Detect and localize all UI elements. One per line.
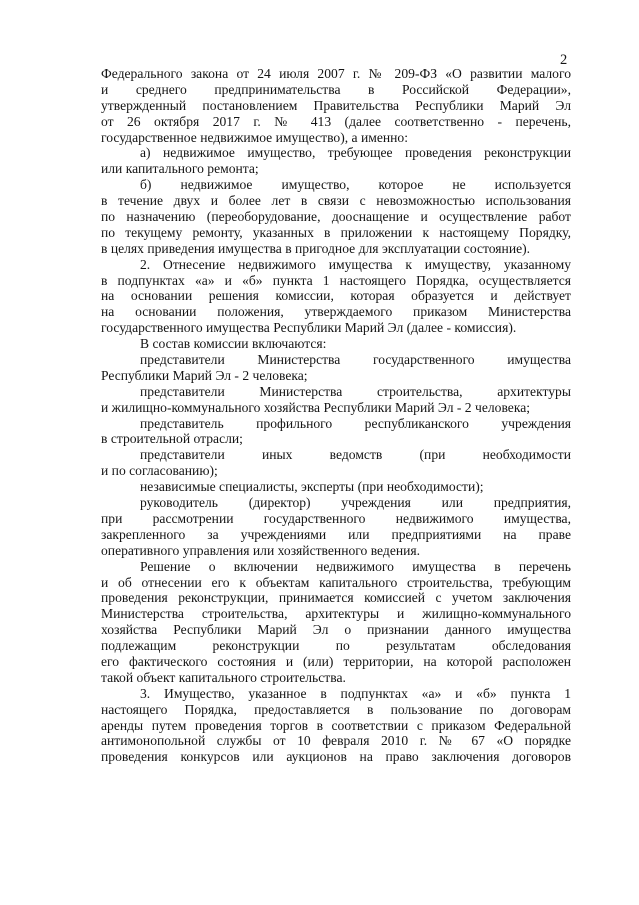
text-line: и об отнесении его к объектам капитального строительства, требующим [101, 574, 571, 590]
text-line: в строительной отрасли; [101, 431, 243, 447]
text-line: Министерства строительства, архитектуры и жилищно-коммунального [101, 606, 571, 622]
text-line: в целях приведения имущества в пригодное для эксплуатации состояние). [101, 240, 531, 256]
text-line: проведения конкурсов или аукционов на право заключения договоров [101, 749, 571, 765]
text-line: такой объект капитального строительства. [101, 669, 346, 685]
text-line: аренды путем проведения торгов в соответствии с приказом Федеральной [101, 717, 571, 733]
text-line: в подпунктах «а» и «б» пункта 1 настоящего Порядка, осуществляется [101, 272, 571, 288]
paragraph [101, 479, 571, 495]
text-line: представители иных ведомств (при необходимости [140, 447, 571, 463]
text-line: 2. Отнесение недвижимого имущества к имуществу, указанному [140, 256, 571, 272]
text-line: в течение двух и более лет в связи с невозможностью использования [101, 193, 571, 209]
text-line: настоящего Порядка, предоставляется в пользование по договорам [101, 701, 571, 717]
text-line: руководитель (директор) учреждения или предприятия, [140, 495, 571, 511]
text-line: и среднего предпринимательства в Российской Федерации», [101, 81, 571, 97]
text-line: представитель профильного республиканского учреждения [140, 415, 571, 431]
text-line: хозяйства Республики Марий Эл о признании данного имущества [101, 622, 571, 638]
text-line: независимые специалисты, эксперты (при необходимости); [140, 479, 484, 495]
text-line: б) недвижимое имущество, которое не используется [140, 177, 571, 193]
text-line: на основании решения комиссии, которая образуется и действует [101, 288, 571, 304]
text-line: или капитального ремонта; [101, 161, 259, 177]
text-line: утвержденный постановлением Правительства Республики Марий Эл [101, 97, 571, 113]
text-line: Республики Марий Эл - 2 человека; [101, 367, 308, 383]
text-line: по назначению (переоборудование, дооснащение и осуществление работ [101, 209, 571, 225]
paragraph [101, 145, 571, 177]
text-line: его фактического состояния и (или) территории, на которой расположен [101, 653, 571, 669]
paragraph [101, 447, 571, 479]
text-line: закрепленного за учреждениями или предприятиями на праве [101, 526, 571, 542]
text-line: Федерального закона от 24 июля 2007 г. № 209-ФЗ «О развитии малого [101, 66, 571, 81]
text-line: оперативного управления или хозяйственного ведения. [101, 542, 421, 558]
text-line: и по согласованию); [101, 463, 218, 479]
paragraph [101, 352, 571, 384]
text-line: Решение о включении недвижимого имущества в перечень [140, 558, 571, 574]
text-line: представители Министерства государственного имущества [140, 352, 571, 368]
paragraph [101, 177, 571, 256]
text-line: по текущему ремонту, указанных в приложении к настоящему Порядку, [101, 224, 571, 240]
text-line: представители Министерства строительства, архитектуры [140, 383, 571, 399]
document-body [101, 66, 571, 765]
text-line: при рассмотрении государственного недвижимого имущества, [101, 510, 571, 526]
text-line: и жилищно-коммунального хозяйства Республики Марий Эл - 2 человека; [101, 399, 531, 415]
text-line: от 26 октября 2017 г. № 413 (далее соответственно - перечень, [101, 113, 571, 129]
paragraph [101, 495, 571, 559]
text-line: а) недвижимое имущество, требующее проведения реконструкции [140, 145, 571, 161]
page-number: 2 [560, 52, 568, 68]
paragraph [101, 416, 571, 448]
text-line: антимонопольной службы от 10 февраля 2010 г. № 67 «О порядке [101, 733, 571, 749]
paragraph [101, 384, 571, 416]
paragraph [101, 336, 571, 352]
text-line: на основании положения, утверждаемого приказом Министерства [101, 304, 571, 320]
text-line: подлежащим реконструкции по результатам обследования [101, 638, 571, 654]
paragraph [101, 686, 571, 765]
text-line: проведения реконструкции, принимается комиссией с учетом заключения [101, 590, 571, 606]
paragraph [101, 66, 571, 145]
text-line: 3. Имущество, указанное в подпунктах «а» и «б» пункта 1 [140, 685, 571, 701]
text-line: государственного имущества Республики Марий Эл (далее - комиссия). [101, 320, 517, 336]
text-line: В состав комиссии включаются: [140, 336, 327, 352]
paragraph [101, 257, 571, 336]
text-line: государственное недвижимое имущество), а именно: [101, 129, 409, 145]
paragraph [101, 559, 571, 686]
